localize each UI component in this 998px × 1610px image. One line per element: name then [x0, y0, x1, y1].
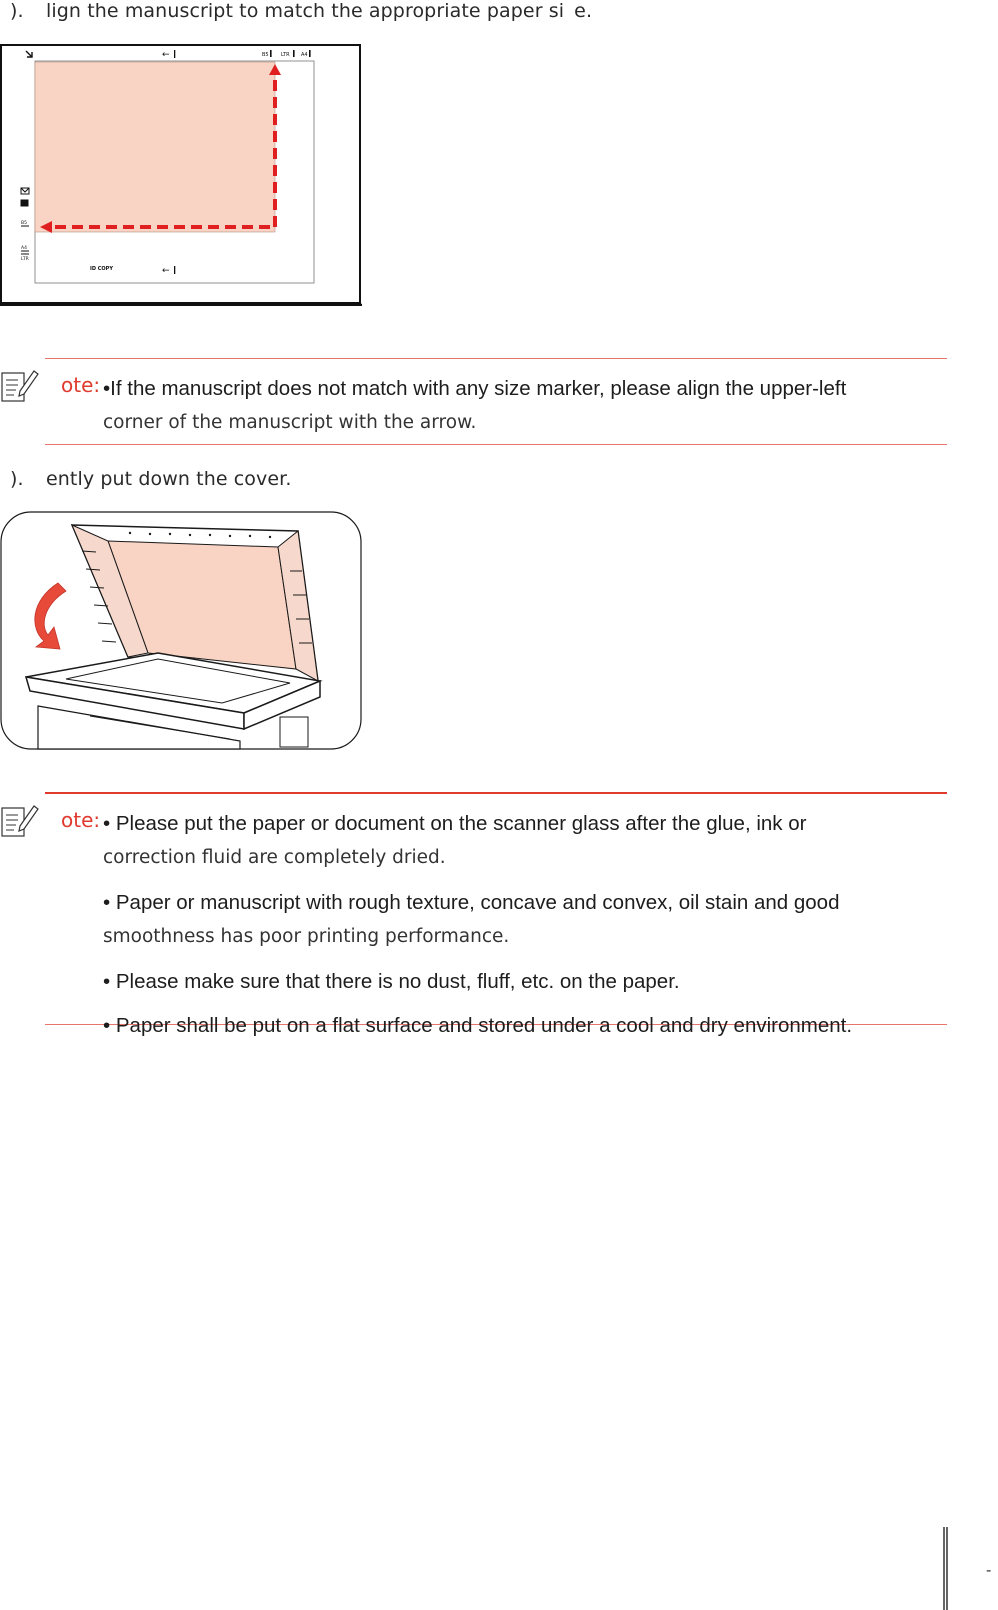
marker-id-copy: ID COPY	[90, 266, 113, 272]
svg-text:←: ←	[162, 266, 170, 276]
note-line: • Please make sure that there is no dust, fluff, etc. on the paper.	[103, 970, 680, 993]
svg-text:←: ←	[162, 50, 170, 60]
marker-ltr-left: LTR	[21, 257, 29, 262]
note-text	[103, 373, 953, 440]
document-icon	[21, 200, 28, 206]
note-line-continued: corner of the manuscript with the arrow.	[103, 412, 477, 433]
note-line-continued: correction fluid are completely dried.	[103, 847, 446, 868]
note-text	[103, 808, 953, 1054]
marker-a4-top: A4	[301, 52, 308, 58]
note-paragraph	[103, 808, 953, 875]
marker-ltr-top: LTR	[281, 52, 290, 58]
note-paragraph	[103, 1010, 953, 1042]
footer-rule	[943, 1527, 946, 1610]
step-text: lign the manuscript to match the appropriate paper si e.	[46, 0, 593, 22]
marker-b5-left: B5	[21, 221, 27, 226]
step-number: ).	[10, 0, 24, 22]
step-text: ently put down the cover.	[46, 468, 292, 490]
note-label: ote:	[61, 373, 101, 397]
note-label: ote:	[61, 808, 101, 832]
note-paragraph	[103, 966, 953, 998]
note-pad-icon	[0, 367, 40, 405]
note-line: •If the manuscript does not match with any size marker, please align the upper-left	[103, 377, 847, 400]
step-number: ).	[10, 468, 24, 490]
scanner-glass-diagram	[0, 44, 362, 306]
step-instruction	[10, 468, 291, 490]
marker-b5-top: B5	[262, 52, 269, 58]
page-number: -	[986, 1562, 992, 1579]
note-line: • Paper shall be put on a flat surface and stored under a cool and dry environment.	[103, 1014, 853, 1037]
marker-a4-left: A4	[21, 246, 27, 251]
note-box	[45, 792, 947, 1037]
manuscript-paper	[35, 62, 275, 232]
closing-cover-illustration	[0, 511, 362, 751]
note-line: • Paper or manuscript with rough texture, concave and convex, oil stain and good	[103, 891, 840, 914]
note-paragraph	[103, 373, 953, 440]
note-paragraph	[103, 887, 953, 954]
note-line-continued: smoothness has poor printing performance.	[103, 926, 510, 947]
note-line: • Please put the paper or document on the scanner glass after the glue, ink or	[103, 812, 807, 835]
note-box	[45, 358, 947, 445]
note-pad-icon	[0, 802, 40, 840]
step-instruction	[10, 0, 592, 22]
